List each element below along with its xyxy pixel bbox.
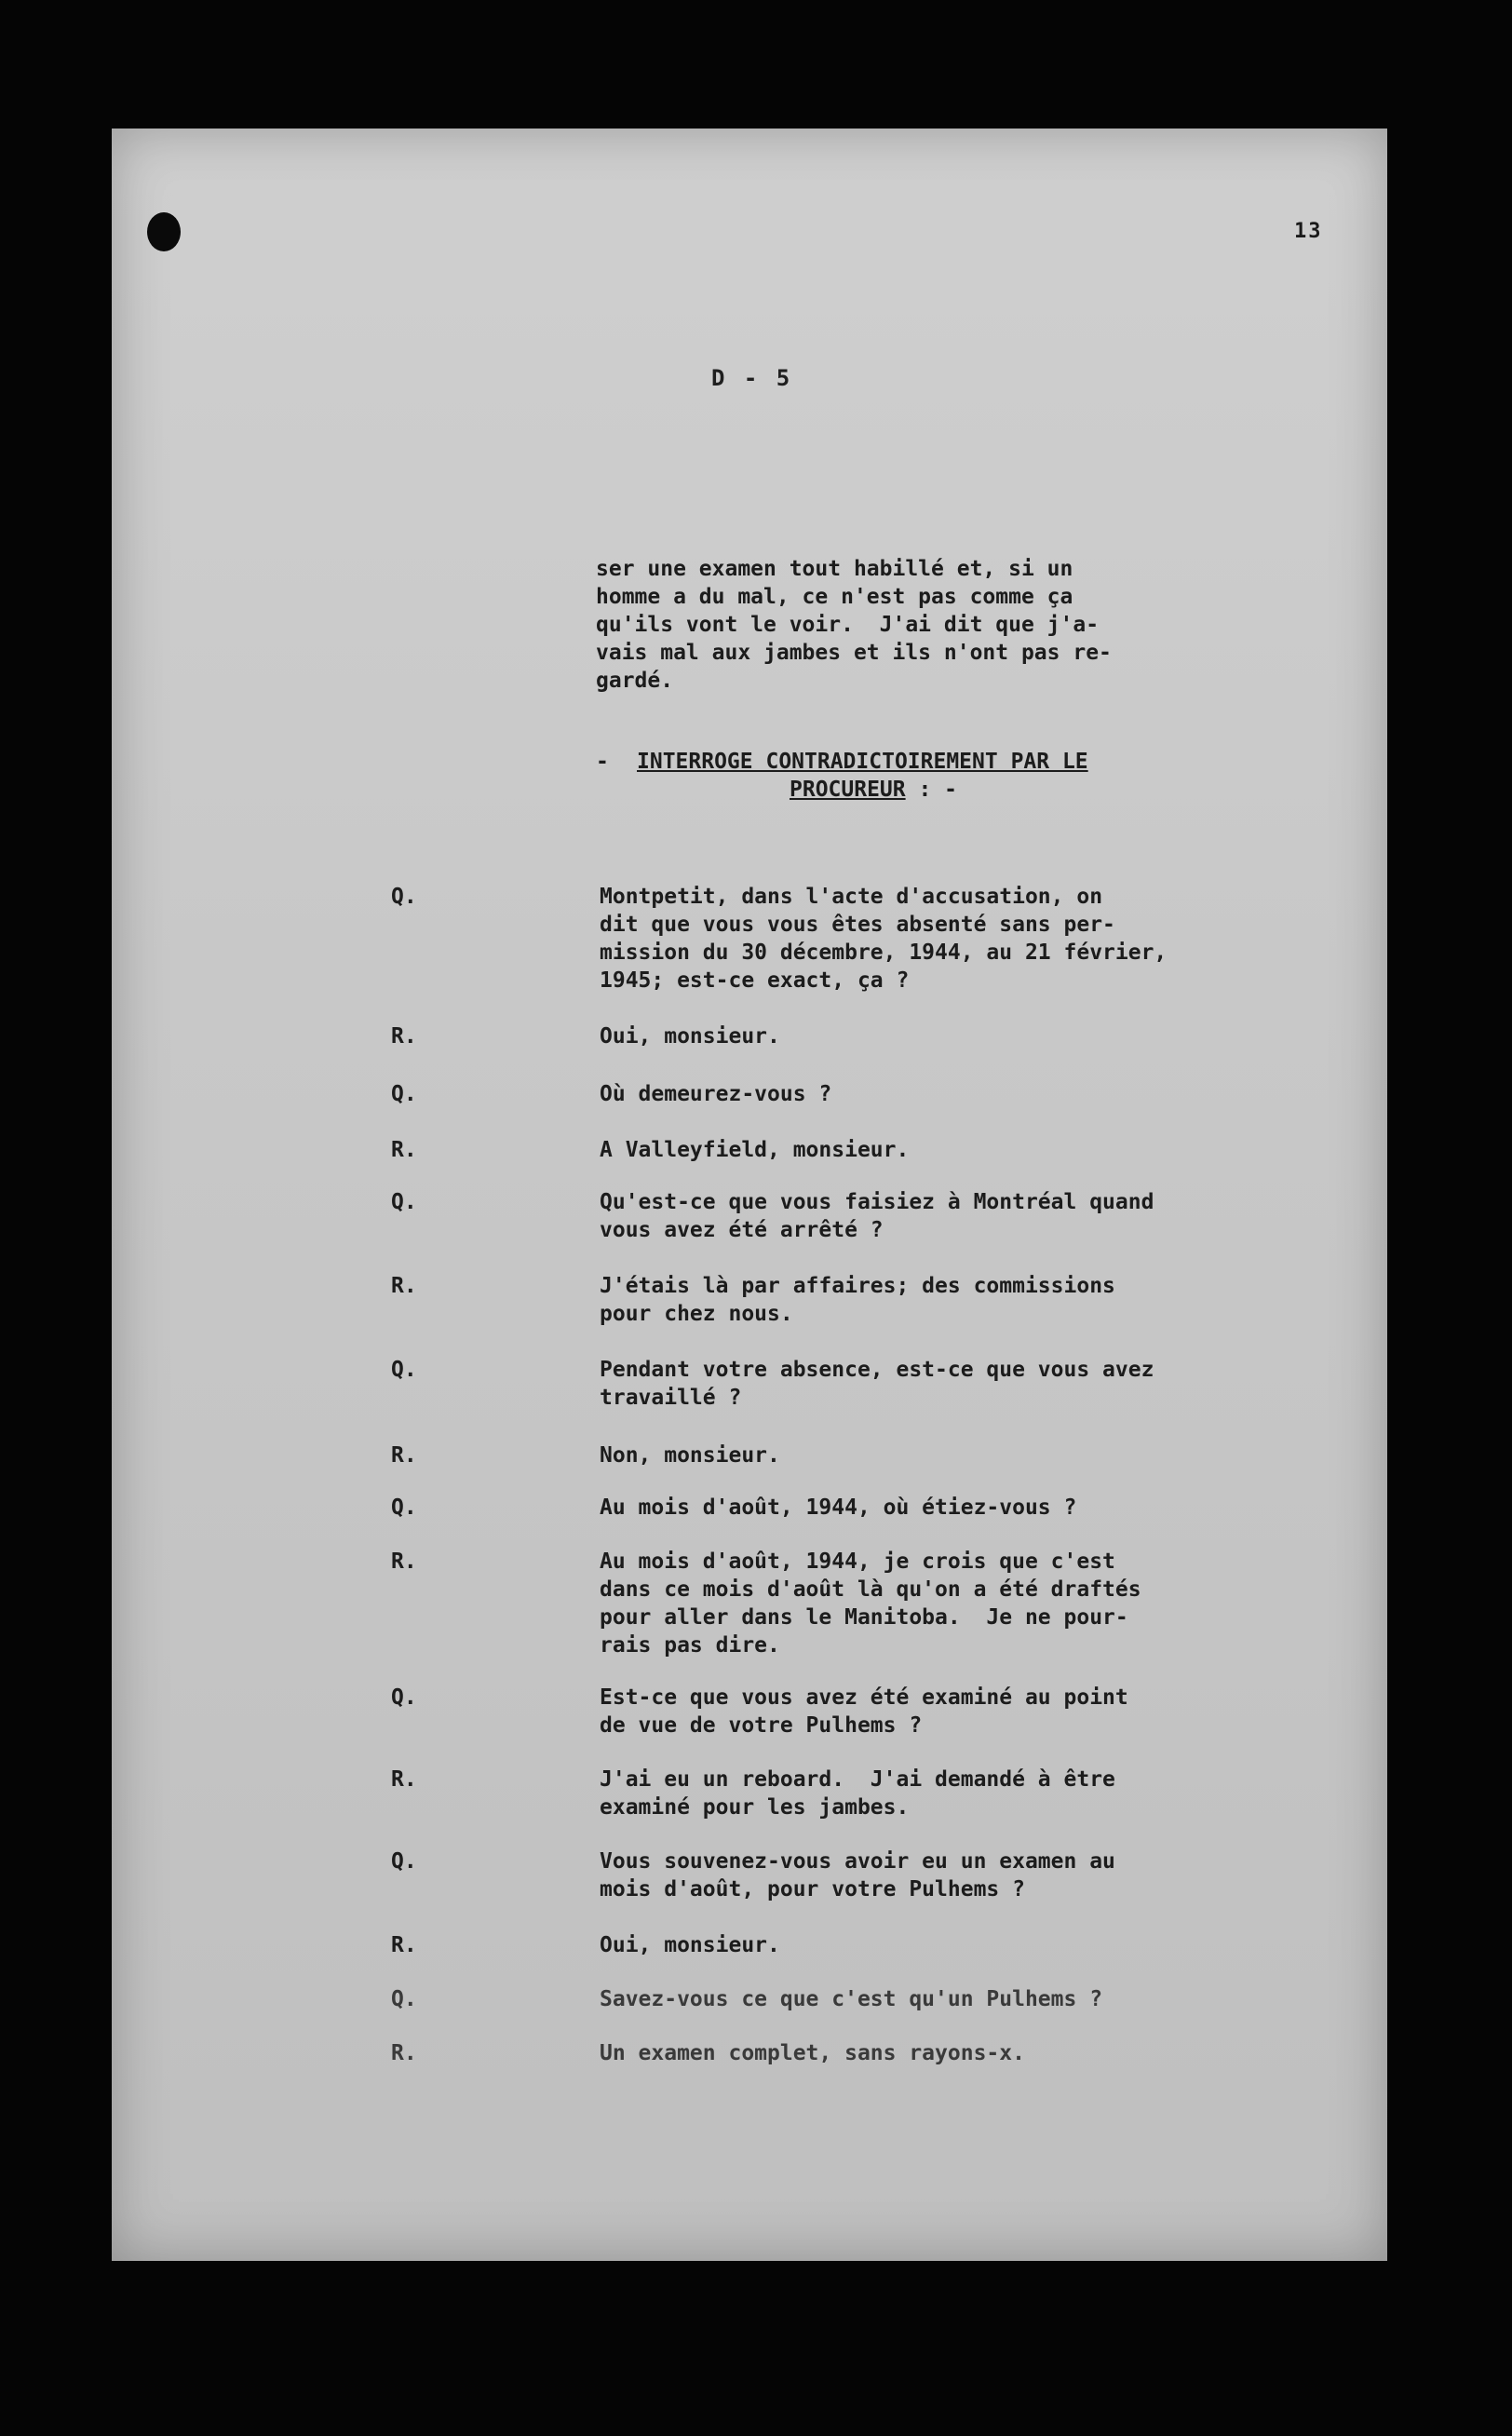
speaker-label: R. (391, 1550, 417, 1574)
page-number: 13 (1294, 220, 1323, 243)
speaker-label: Q. (391, 1190, 417, 1214)
speaker-label: R. (391, 1443, 417, 1468)
speaker-label: Q. (391, 1987, 417, 2011)
continuation-line: gardé. (596, 669, 674, 693)
utterance-text: Où demeurez-vous ? (600, 1082, 832, 1106)
speaker-label: Q. (391, 1082, 417, 1106)
utterance-text: Savez-vous ce que c'est qu'un Pulhems ? (600, 1987, 1103, 2011)
continuation-paragraph (596, 555, 1112, 695)
speaker-label: R. (391, 1138, 417, 1162)
heading-dash: - (596, 750, 609, 774)
utterance-text: Au mois d'août, 1944, où étiez-vous ? (600, 1495, 1077, 1520)
heading-line-2 (790, 776, 957, 804)
heading-procureur: PROCUREUR (790, 778, 906, 802)
utterance-text: Oui, monsieur. (600, 1024, 780, 1049)
heading-suffix: : - (905, 778, 958, 802)
speaker-label: R. (391, 1024, 417, 1049)
utterance-text: Oui, monsieur. (600, 1933, 780, 1957)
utterance-text: J'ai eu un reboard. J'ai demandé à être examiné pour les jambes. (600, 1767, 1115, 1820)
speaker-label: Q. (391, 1358, 417, 1382)
utterance-text: Pendant votre absence, est-ce que vous avez travaillé ? (600, 1358, 1154, 1410)
continuation-line: ser une examen tout habillé et, si un (596, 557, 1073, 581)
heading-line-1: INTERROGE CONTRADICTOIREMENT PAR LE (637, 750, 1088, 774)
punch-hole (147, 212, 181, 251)
utterance-text: Montpetit, dans l'acte d'accusation, on dit que vous vous êtes absenté sans per- mission du 30 décembre, 1944, au 21 février, 1945; est-ce exact, ça ? (600, 885, 1168, 993)
speaker-label: R. (391, 1274, 417, 1298)
utterance-text: A Valleyfield, monsieur. (600, 1138, 910, 1162)
continuation-line: homme a du mal, ce n'est pas comme ça (596, 585, 1073, 609)
utterance-text: Au mois d'août, 1944, je crois que c'est dans ce mois d'août là qu'on a été draftés pour aller dans le Manitoba. Je ne pour- rais pas dire. (600, 1550, 1141, 1658)
speaker-label: Q. (391, 885, 417, 909)
utterance-text: Vous souvenez-vous avoir eu un examen au mois d'août, pour votre Pulhems ? (600, 1849, 1115, 1901)
speaker-label: Q. (391, 1685, 417, 1710)
section-code: D - 5 (711, 365, 793, 391)
continuation-line: qu'ils vont le voir. J'ai dit que j'a- (596, 613, 1100, 637)
speaker-label: Q. (391, 1495, 417, 1520)
speaker-label: Q. (391, 1849, 417, 1874)
utterance-text: Est-ce que vous avez été examiné au point de vue de votre Pulhems ? (600, 1685, 1128, 1738)
utterance-text: Qu'est-ce que vous faisiez à Montréal quand vous avez été arrêté ? (600, 1190, 1154, 1242)
speaker-label: R. (391, 1767, 417, 1792)
utterance-text: J'étais là par affaires; des commissions pour chez nous. (600, 1274, 1115, 1326)
utterance-text: Non, monsieur. (600, 1443, 780, 1468)
continuation-line: vais mal aux jambes et ils n'ont pas re- (596, 641, 1112, 665)
utterance-text: Un examen complet, sans rayons-x. (600, 2041, 1025, 2065)
speaker-label: R. (391, 2041, 417, 2065)
speaker-label: R. (391, 1933, 417, 1957)
